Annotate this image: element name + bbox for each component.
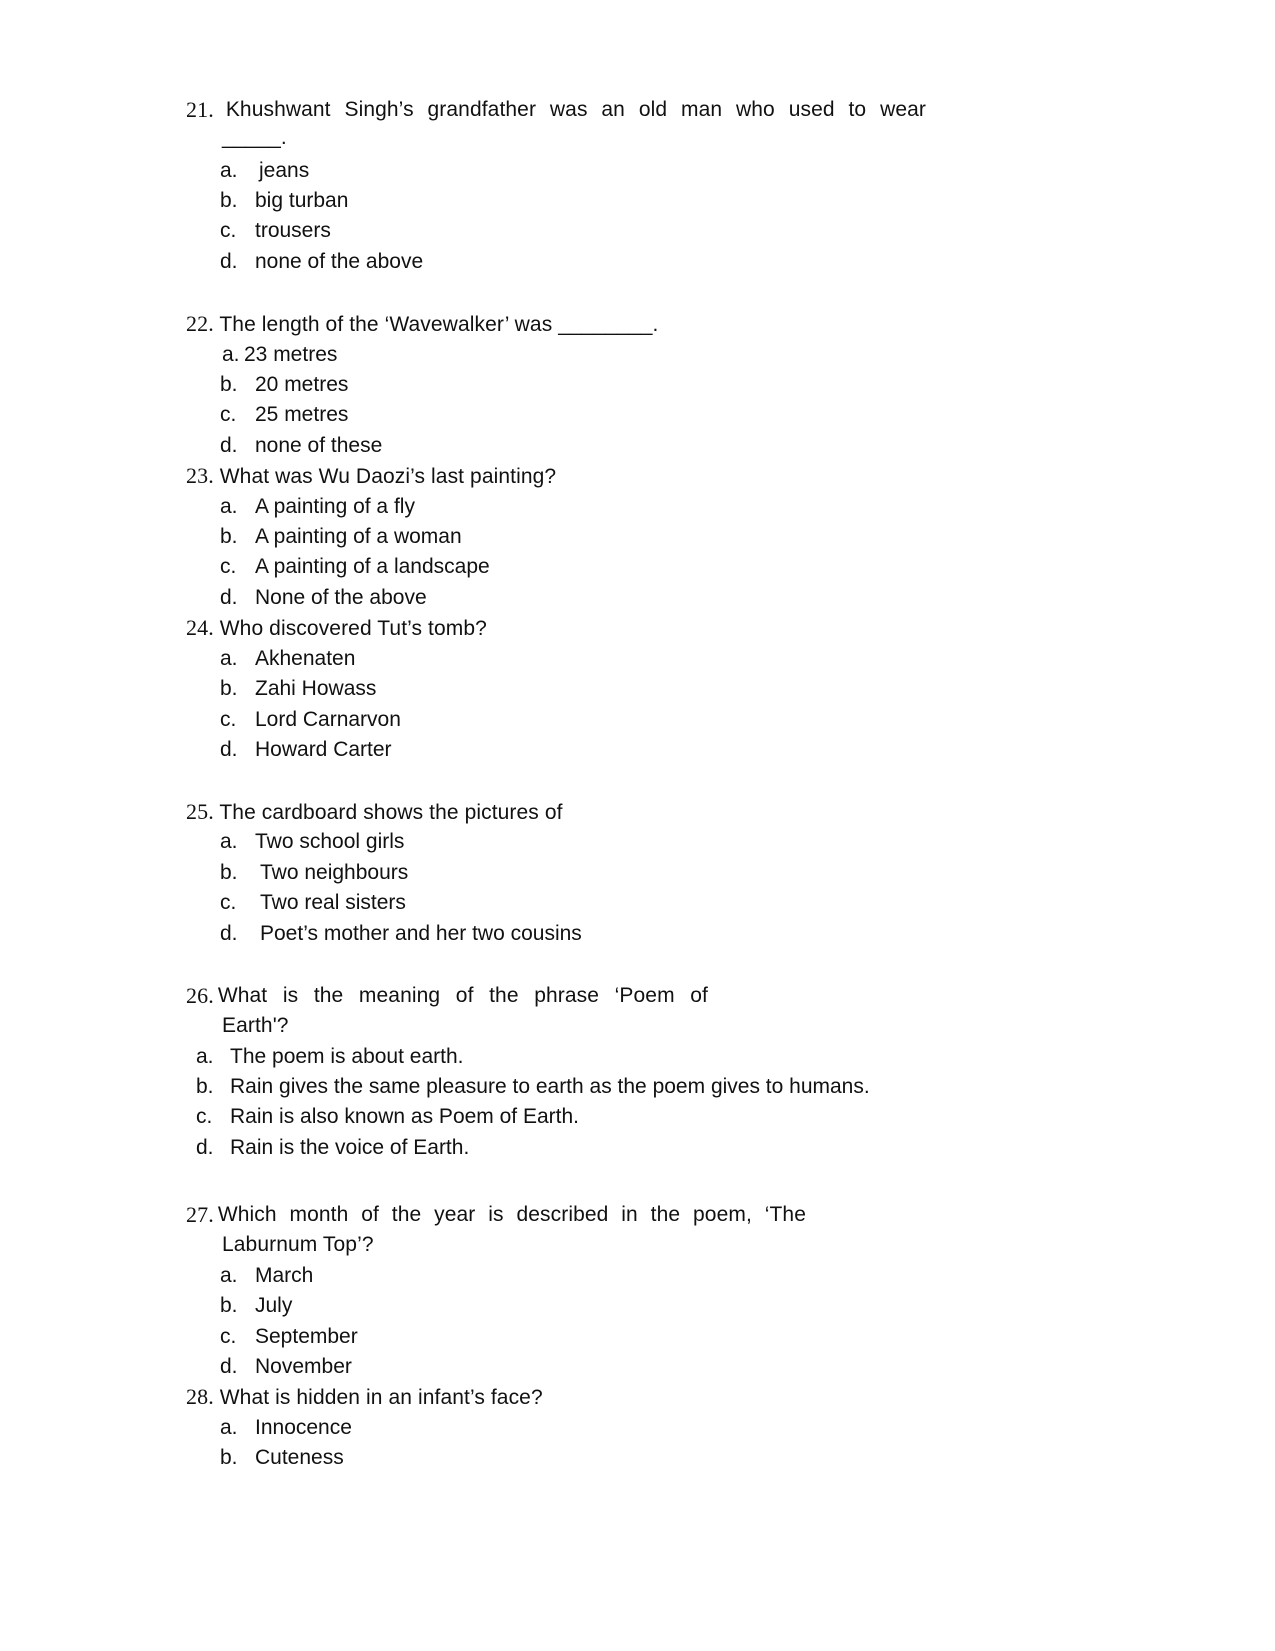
option-text: 20 metres xyxy=(255,373,349,396)
question-number: 26. xyxy=(186,983,214,1008)
option-text: March xyxy=(255,1264,314,1287)
option-letter: b. xyxy=(220,677,238,700)
option-letter: a. xyxy=(220,495,238,518)
question-text: What is hidden in an infant’s face? xyxy=(219,1386,543,1409)
option-letter: a. xyxy=(220,830,238,853)
option-letter: a. xyxy=(196,1045,214,1068)
option-letter: b. xyxy=(220,861,238,884)
option-text: A painting of a woman xyxy=(255,525,462,548)
option-text: None of the above xyxy=(255,586,427,609)
option-letter: c. xyxy=(220,1325,237,1348)
option-text: Rain is also known as Poem of Earth. xyxy=(230,1105,580,1128)
question-21 xyxy=(186,96,926,124)
option-text: Cuteness xyxy=(255,1446,344,1469)
option-letter: c. xyxy=(220,219,237,242)
option-text: big turban xyxy=(255,189,349,212)
option-letter: a. xyxy=(220,1416,238,1439)
question-26-line-1 xyxy=(186,982,708,1010)
question-24 xyxy=(186,614,487,643)
question-text: What is the meaning of the phrase ‘Poem of xyxy=(217,984,708,1007)
option-letter: c. xyxy=(220,891,237,914)
question-21-blank: _____. xyxy=(222,126,287,149)
option-text: trousers xyxy=(255,219,331,242)
option-text: 25 metres xyxy=(255,403,349,426)
question-22 xyxy=(186,310,658,339)
option-letter: c. xyxy=(220,403,237,426)
question-text: The length of the ‘Wavewalker’ was ________. xyxy=(219,313,659,336)
option-letter: d. xyxy=(220,738,238,761)
question-text: Khushwant Singh’s grandfather was an old man who used to wear xyxy=(225,98,926,121)
question-text: What was Wu Daozi’s last painting? xyxy=(219,465,557,488)
option-text: 23 metres xyxy=(244,343,338,366)
option-letter: d. xyxy=(220,250,238,273)
option-text: Zahi Howass xyxy=(255,677,377,700)
option-letter: c. xyxy=(220,708,237,731)
option-text: A painting of a fly xyxy=(255,495,415,518)
option-text: September xyxy=(255,1325,358,1348)
question-28 xyxy=(186,1383,543,1412)
question-number: 25. xyxy=(186,799,214,824)
option-text: The poem is about earth. xyxy=(230,1045,464,1068)
option-letter: d. xyxy=(196,1136,214,1159)
question-number: 27. xyxy=(186,1202,214,1227)
option-text: Poet’s mother and her two cousins xyxy=(260,922,582,945)
option-text: A painting of a landscape xyxy=(255,555,490,578)
option-letter: d. xyxy=(220,1355,238,1378)
option-text: Howard Carter xyxy=(255,738,392,761)
option-text: Two school girls xyxy=(255,830,405,853)
option-text: jeans xyxy=(259,159,310,182)
option-letter: b. xyxy=(220,189,238,212)
option-letter: c. xyxy=(196,1105,213,1128)
option-text: Lord Carnarvon xyxy=(255,708,401,731)
option-letter: b. xyxy=(220,1446,238,1469)
question-27 xyxy=(186,1201,806,1229)
option-letter: b. xyxy=(220,373,238,396)
option-text: Innocence xyxy=(255,1416,352,1439)
question-number: 28. xyxy=(186,1384,214,1409)
option-letter: a. xyxy=(222,343,240,366)
question-27-line-2: Laburnum Top’? xyxy=(222,1233,374,1256)
option-letter: b. xyxy=(196,1075,214,1098)
option-text: July xyxy=(255,1294,293,1317)
question-text: The cardboard shows the pictures of xyxy=(219,801,563,824)
option-letter: d. xyxy=(220,922,238,945)
option-text: Two neighbours xyxy=(260,861,409,884)
option-letter: d. xyxy=(220,434,238,457)
option-text: none of the above xyxy=(255,250,424,273)
option-text: none of these xyxy=(255,434,383,457)
option-text: Two real sisters xyxy=(260,891,406,914)
option-letter: a. xyxy=(220,159,238,182)
question-text: Which month of the year is described in the poem, ‘The xyxy=(217,1203,806,1226)
option-letter: a. xyxy=(220,1264,238,1287)
option-text: Rain is the voice of Earth. xyxy=(230,1136,470,1159)
question-number: 23. xyxy=(186,463,214,488)
option-text: Rain gives the same pleasure to earth as the poem gives to humans. xyxy=(230,1075,870,1098)
question-text: Who discovered Tut’s tomb? xyxy=(219,617,487,640)
option-letter: c. xyxy=(220,555,237,578)
option-text: November xyxy=(255,1355,352,1378)
option-letter: b. xyxy=(220,525,238,548)
option-letter: b. xyxy=(220,1294,238,1317)
question-21-line-1 xyxy=(186,96,926,124)
question-27-line-1 xyxy=(186,1201,806,1229)
question-23 xyxy=(186,462,556,491)
option-letter: d. xyxy=(220,586,238,609)
question-26-line-2: Earth'? xyxy=(222,1014,289,1037)
option-text: Akhenaten xyxy=(255,647,356,670)
option-letter: a. xyxy=(220,647,238,670)
question-number: 21. xyxy=(186,97,214,122)
question-25 xyxy=(186,798,563,827)
question-number: 24. xyxy=(186,615,214,640)
question-26 xyxy=(186,982,708,1010)
question-number: 22. xyxy=(186,311,214,336)
